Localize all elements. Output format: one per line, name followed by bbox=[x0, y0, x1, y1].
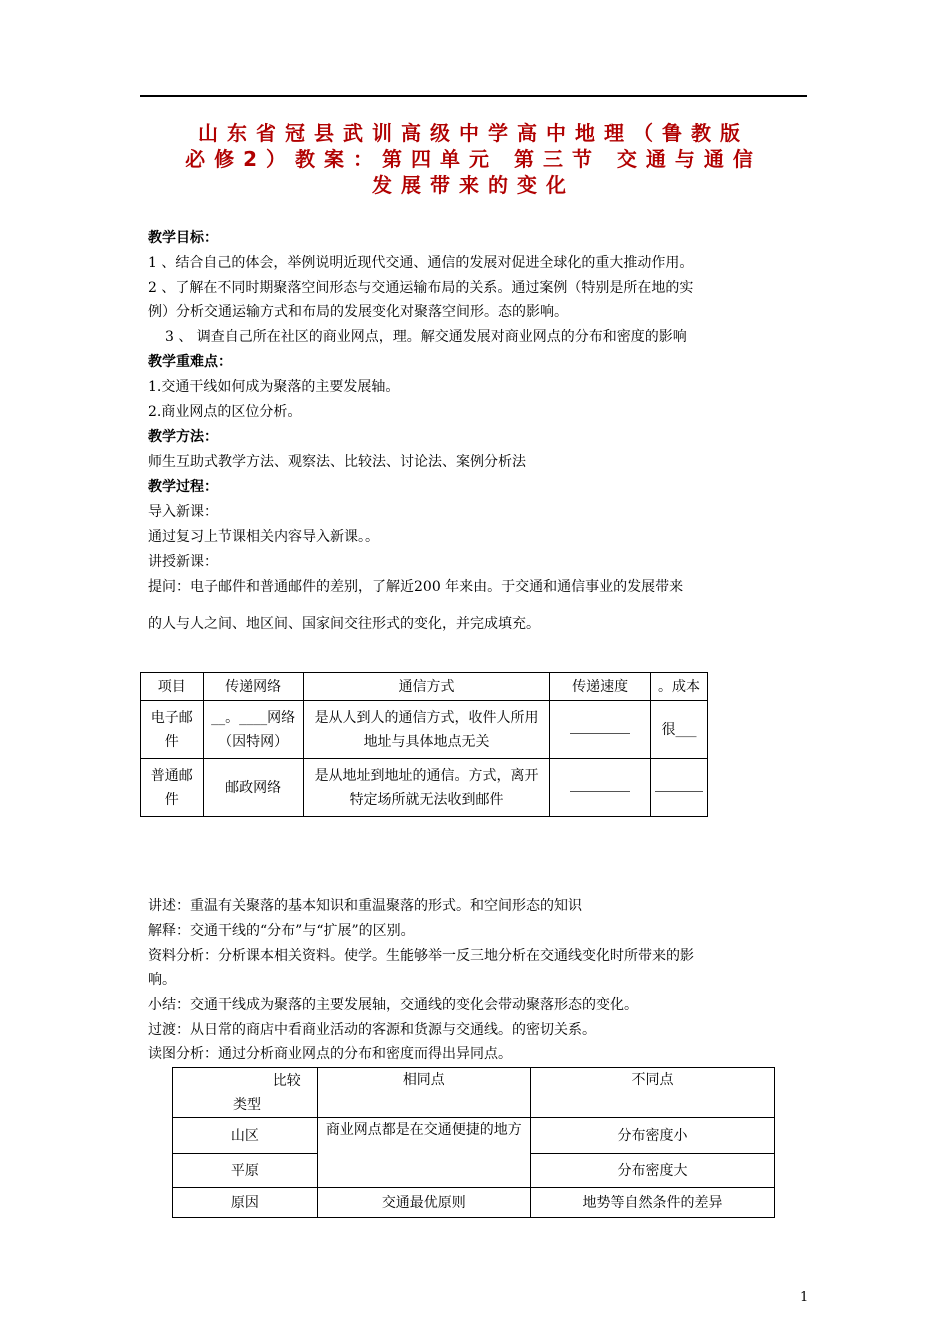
goal-2a: 2 、了解在不同时期聚落空间形态与交通运输布局的关系。通过案例（特别是所在地的实 bbox=[148, 280, 694, 296]
page-number: 1 bbox=[800, 1290, 809, 1305]
method-heading: 教学方法： bbox=[148, 429, 218, 445]
mail-comparison-table bbox=[140, 672, 708, 817]
table-cell-method: 是从地址到地址的通信。方式，离开特定场所就无法收到邮件 bbox=[303, 759, 550, 817]
lecture-label: 讲授新课： bbox=[148, 554, 218, 570]
table-cell-method: 是从人到人的通信方式，收件人所用地址与具体地点无关 bbox=[303, 701, 550, 759]
table-cell-diff: 地势等自然条件的差异 bbox=[530, 1188, 774, 1218]
analysis-line-2: 响。 bbox=[148, 972, 176, 988]
narrate: 讲述：重温有关聚落的基本知识和重温聚落的形式。和空间形态的知识 bbox=[148, 898, 582, 914]
intro-label: 导入新课： bbox=[148, 504, 218, 520]
table-header: 传递速度 bbox=[550, 673, 651, 701]
analysis-line-1: 资料分析：分析课本相关资料。使学。生能够举一反三地分析在交通线变化时所带来的影 bbox=[148, 948, 694, 964]
table-header: 项目 bbox=[141, 673, 204, 701]
table-cell-network: 邮政网络 bbox=[203, 759, 303, 817]
table-corner-cell bbox=[173, 1068, 318, 1118]
difficult-heading: 教学重难点： bbox=[148, 354, 232, 370]
goal-3: 3 、 调查自己所在社区的商业网点，理。解交通发展对商业网点的分布和密度的影响 bbox=[165, 329, 687, 345]
table-cell-item: 普通邮件 bbox=[141, 759, 204, 817]
table-cell-type: 原因 bbox=[173, 1188, 318, 1218]
table-cell-same: 商业网点都是在交通便捷的地方 bbox=[317, 1118, 530, 1188]
summary: 小结：交通干线成为聚落的主要发展轴，交通线的变化会带动聚落形态的变化。 bbox=[148, 997, 638, 1013]
table-header: 传递网络 bbox=[203, 673, 303, 701]
table-header: 通信方式 bbox=[303, 673, 550, 701]
title-line-2: 必修2）教案：第四单元 第三节 交通与通信 bbox=[185, 147, 762, 171]
table-cell-item: 电子邮件 bbox=[141, 701, 204, 759]
method-text: 师生互助式教学方法、观察法、比较法、讨论法、案例分析法 bbox=[148, 454, 526, 470]
intro-text: 通过复习上节课相关内容导入新课。。 bbox=[148, 529, 379, 545]
network-suffix: 网络 bbox=[267, 709, 296, 726]
table-header: 。成本 bbox=[650, 673, 707, 701]
table-cell-cost-blank bbox=[650, 759, 707, 817]
question-line-2: 的人与人之间、地区间、国家间交往形式的变化，并完成填充。 bbox=[148, 616, 540, 632]
table-cell-speed-blank bbox=[550, 701, 651, 759]
network-note: （因特网） bbox=[218, 733, 289, 750]
title-line-3: 发展带来的变化 bbox=[372, 173, 575, 197]
map-analysis: 读图分析：通过分析商业网点的分布和密度而得出异同点。 bbox=[148, 1046, 512, 1062]
table-header: 不同点 bbox=[530, 1068, 774, 1118]
table-cell-cost: 很___ bbox=[650, 701, 707, 759]
network-blank: __。____ bbox=[211, 709, 268, 726]
table-header: 相同点 bbox=[317, 1068, 530, 1118]
table-cell-diff: 分布密度小 bbox=[530, 1118, 774, 1154]
table-cell-network bbox=[203, 701, 303, 759]
question-line-1: 提问：电子邮件和普通邮件的差别，了解近200 年来由。于交通和通信事业的发展带来 bbox=[148, 579, 684, 595]
commercial-network-table bbox=[172, 1067, 775, 1218]
difficult-2: 2.商业网点的区位分析。 bbox=[148, 404, 302, 420]
transition: 过渡：从日常的商店中看商业活动的客源和货源与交通线。的密切关系。 bbox=[148, 1022, 596, 1038]
document-title bbox=[140, 120, 807, 198]
table-cell-speed-blank bbox=[550, 759, 651, 817]
process-heading: 教学过程： bbox=[148, 479, 218, 495]
table-cell-type: 平原 bbox=[173, 1154, 318, 1188]
explain: 解释：交通干线的“分布”与“扩展”的区别。 bbox=[148, 923, 415, 939]
table-cell-same: 交通最优原则 bbox=[317, 1188, 530, 1218]
table-cell-type: 山区 bbox=[173, 1118, 318, 1154]
corner-bottom: 类型 bbox=[233, 1096, 261, 1113]
goal-2b: 例）分析交通运输方式和布局的发展变化对聚落空间形。态的影响。 bbox=[148, 304, 568, 320]
header-rule bbox=[140, 95, 807, 97]
difficult-1: 1.交通干线如何成为聚落的主要发展轴。 bbox=[148, 379, 400, 395]
goals-heading: 教学目标： bbox=[148, 230, 218, 246]
table-cell-diff: 分布密度大 bbox=[530, 1154, 774, 1188]
corner-top: 比较 bbox=[272, 1072, 301, 1089]
goal-1: 1 、结合自己的体会，举例说明近现代交通、通信的发展对促进全球化的重大推动作用。 bbox=[148, 255, 694, 271]
title-line-1: 山东省冠县武训高级中学高中地理（鲁教版 bbox=[198, 121, 749, 145]
